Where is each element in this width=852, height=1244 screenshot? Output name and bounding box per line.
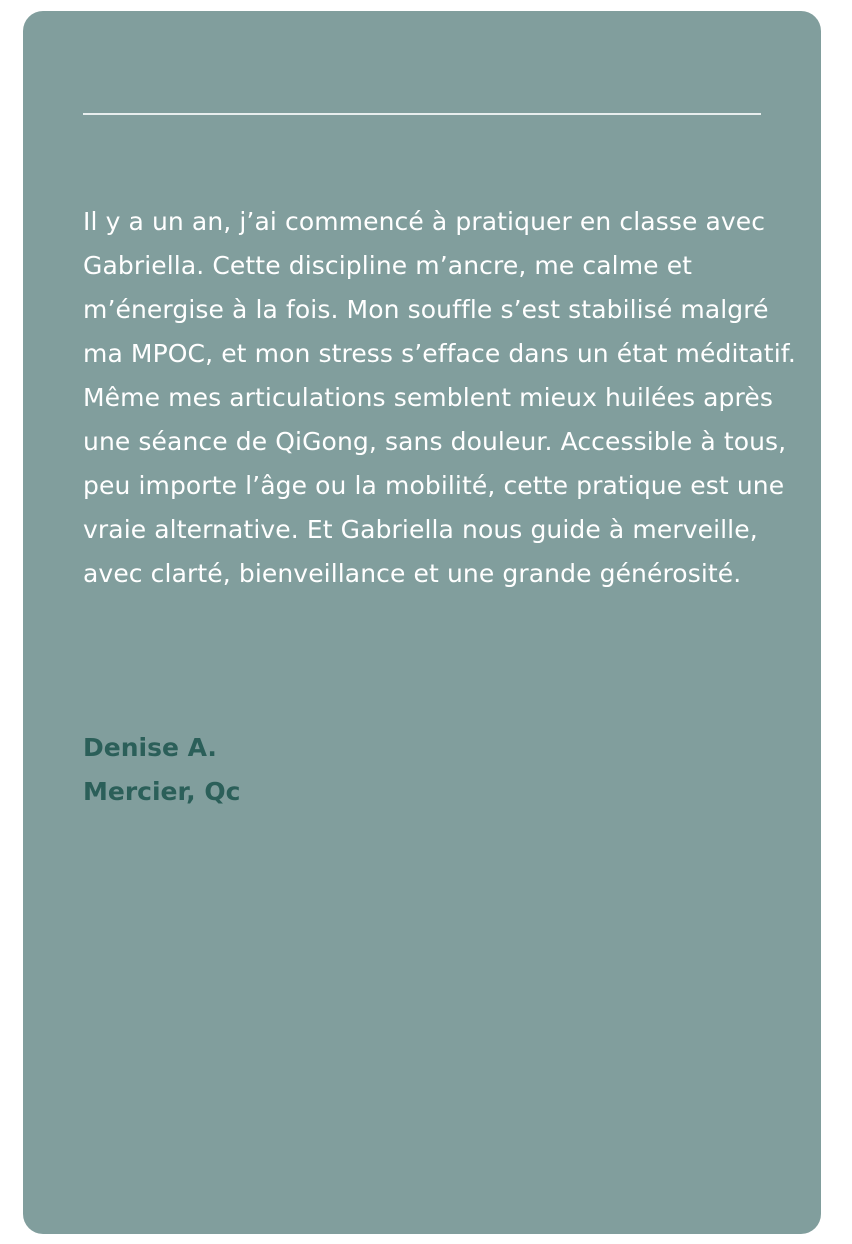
testimonial-card [23, 11, 821, 1234]
testimonial-author [83, 726, 240, 814]
author-location: Mercier, Qc [83, 777, 241, 806]
author-name: Denise A. [83, 733, 217, 762]
testimonial-quote: Il y a un an, j’ai commencé à pratiquer en classe avec Gabriella. Cette discipline m’ancre, me calme et m’énergise à la fois. Mon souffle s’est stabilisé malgré ma MPOC, et mon stress s’efface dans un état méditatif. Même mes articulations semblent mieux huilées après une séance de QiGong, sans douleur. Accessible à tous, peu importe l’âge ou la mobilité, cette pratique est une vraie alternative. Et Gabriella nous guide à merveille, avec clarté, bienveillance et une grande générosité. [83, 207, 796, 588]
divider-line [83, 113, 761, 115]
